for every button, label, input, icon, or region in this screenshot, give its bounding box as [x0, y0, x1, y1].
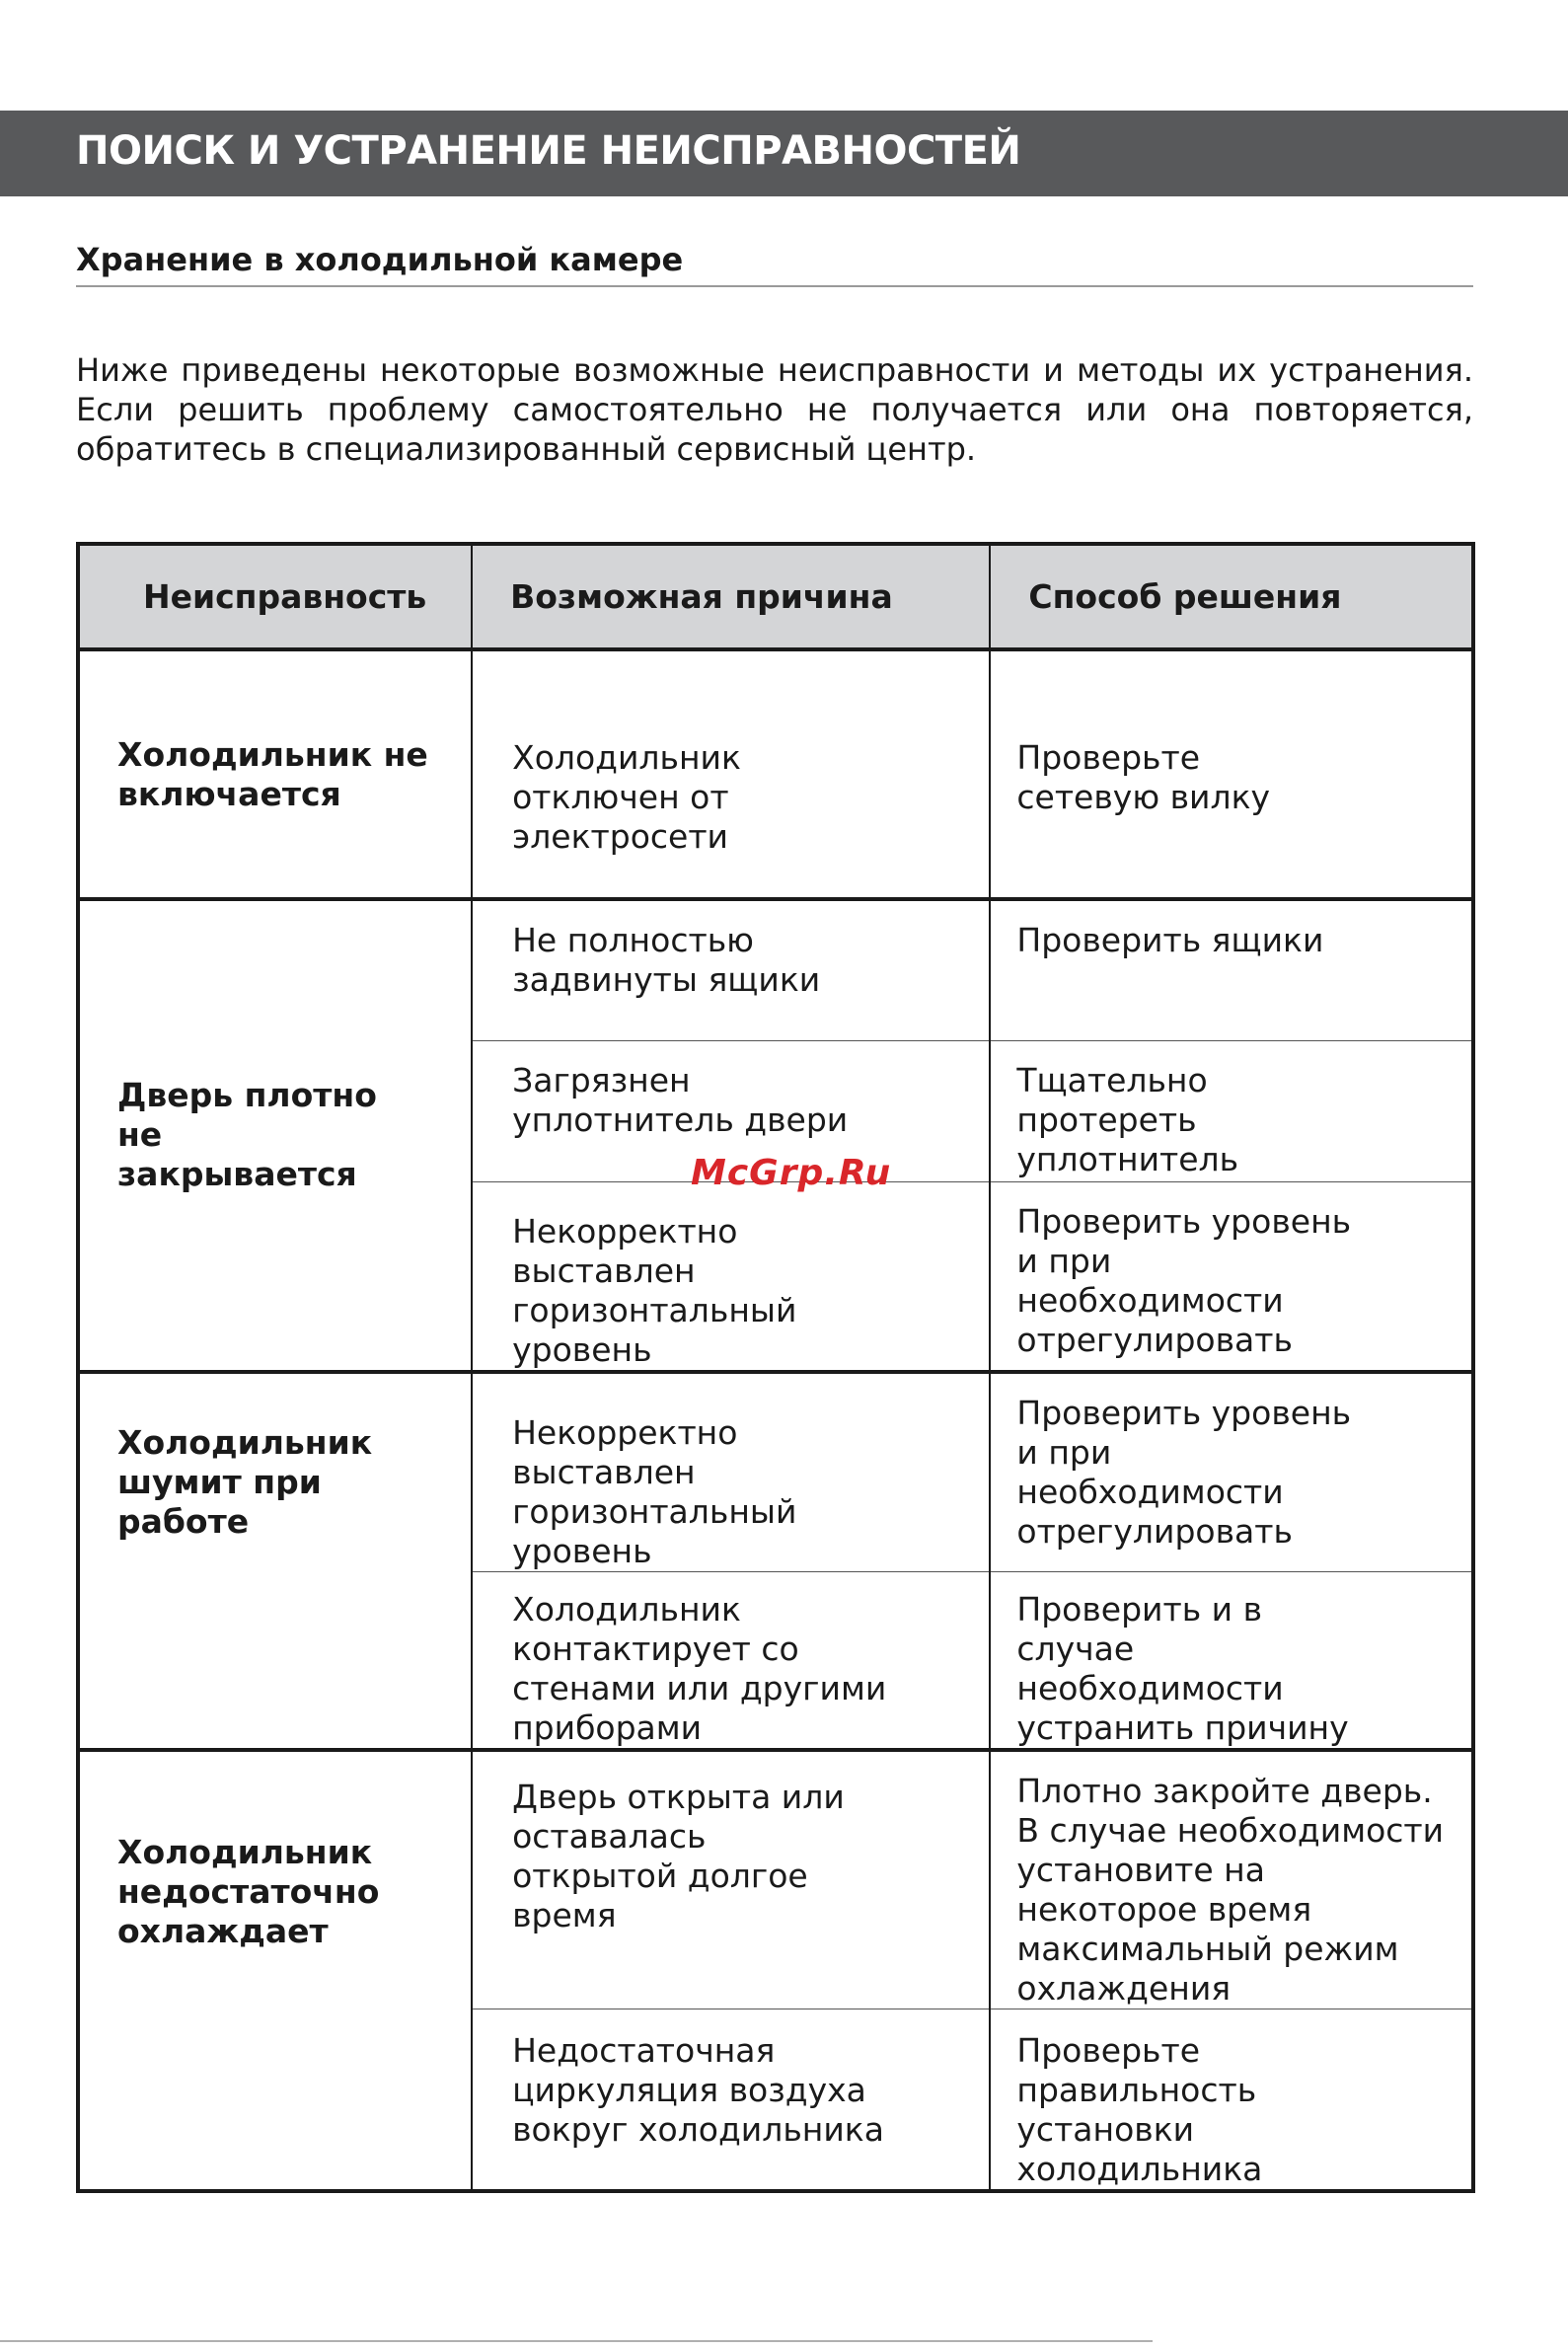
cause-cell: Загрязнен уплотнитель двери — [472, 1040, 990, 1181]
problem-cell: Холодильник недостаточно охлаждает — [78, 1750, 472, 2191]
intro-line: Если решить проблему самостоятельно не получается или она повторяется, — [76, 391, 1473, 428]
watermark: McGrp.Ru — [691, 1153, 892, 1193]
page-title: ПОИСК И УСТРАНЕНИЕ НЕИСПРАВНОСТЕЙ — [76, 128, 1021, 174]
problem-cell: Холодильник шумит при работе — [78, 1372, 472, 1750]
section-divider — [76, 285, 1473, 287]
intro-line: Ниже приведены некоторые возможные неисправности и методы их устранения. — [76, 351, 1473, 389]
intro-paragraph — [76, 350, 1473, 469]
solution-cell: Проверьте правильность установки холодильника — [990, 2009, 1473, 2191]
problem-cell: Холодильник не включается — [117, 734, 428, 813]
solution-cell: Плотно закройте дверь. В случае необходимости установите на некоторое время максимальный режим охлаждения — [990, 1750, 1473, 2009]
solution-cell: Тщательно протереть уплотнитель — [990, 1040, 1473, 1181]
column-header-solution: Способ решения — [990, 544, 1473, 649]
cause-cell: Некорректно выставлен горизонтальный уровень — [472, 1372, 990, 1572]
table-header-row — [78, 544, 1473, 649]
intro-line: обратитесь в специализированный сервисный центр. — [76, 430, 977, 468]
cause-cell: Некорректно выставлен горизонтальный уровень — [472, 1181, 990, 1372]
solution-cell: Проверить уровень и при необходимости отрегулировать — [990, 1372, 1473, 1572]
cause-cell: Дверь открыта или оставалась открытой долгое время — [472, 1750, 990, 2009]
table-row — [78, 1750, 1473, 2009]
solution-cell: Проверить уровень и при необходимости отрегулировать — [990, 1181, 1473, 1372]
section-title: Хранение в холодильной камере — [76, 241, 684, 278]
table-row — [78, 899, 1473, 1040]
table-row — [78, 1372, 1473, 1572]
cause-cell: Не полностью задвинуты ящики — [472, 899, 990, 1040]
cause-cell: Холодильник отключен от электросети — [472, 649, 990, 899]
solution-cell: Проверьте сетевую вилку — [990, 649, 1473, 899]
solution-cell: Проверить ящики — [990, 899, 1473, 1040]
footer-divider — [0, 2340, 1153, 2342]
troubleshooting-table — [76, 542, 1475, 2193]
cause-cell: Недостаточная циркуляция воздуха вокруг холодильника — [472, 2009, 990, 2191]
column-header-problem: Неисправность — [78, 544, 472, 649]
table-row — [78, 649, 1473, 899]
cause-cell: Холодильник контактирует со стенами или другими приборами — [472, 1571, 990, 1750]
problem-cell: Дверь плотно не закрывается — [78, 899, 472, 1372]
column-header-cause: Возможная причина — [472, 544, 990, 649]
solution-cell: Проверить и в случае необходимости устранить причину — [990, 1571, 1473, 1750]
